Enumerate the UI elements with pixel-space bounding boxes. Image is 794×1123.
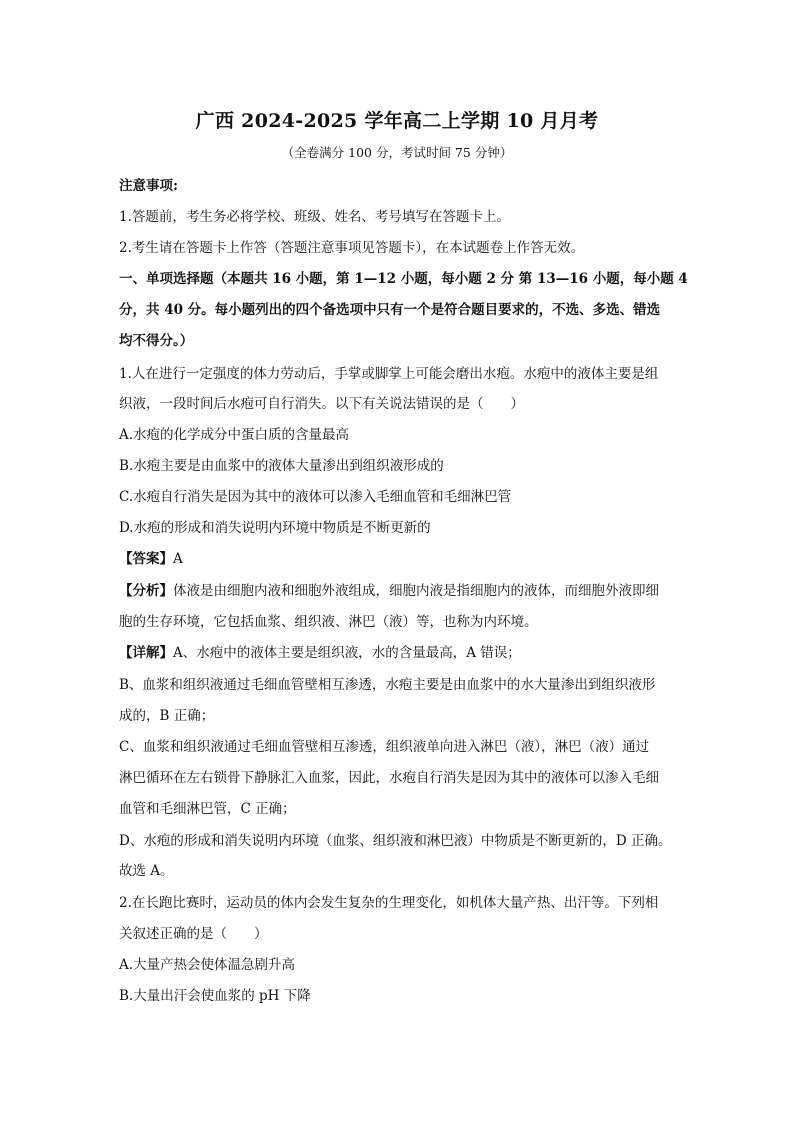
- detail-text: 成的，B 正确；: [119, 708, 215, 724]
- section-heading: 分，共 40 分。每小题列出的四个备选项中只有一个是符合题目要求的，不选、多选、错选: [119, 302, 661, 318]
- section-heading: 一、单项选择题（本题共 16 小题，第 1—12 小题，每小题 2 分 第 13—16 小题，每小题 4: [119, 271, 688, 287]
- detail-tag: 【详解】: [119, 645, 173, 661]
- analysis-line: [119, 581, 679, 601]
- option-b: B.水疱主要是由血浆中的液体大量渗出到组织液形成的: [119, 458, 444, 474]
- question-stem: 关叙述正确的是（ ）: [119, 926, 268, 942]
- notice-item: 2.考生请在答题卡上作答（答题注意事项见答题卡），在本试题卷上作答无效。: [119, 240, 585, 256]
- detail-text: 淋巴循环在左右锁骨下静脉汇入血浆，因此，水疱自行消失是因为其中的液体可以渗入毛细: [119, 770, 659, 786]
- page-title: 广西 2024-2025 学年高二上学期 10 月月考: [195, 110, 599, 132]
- question-stem: 织液，一段时间后水疱可自行消失。以下有关说法错误的是（ ）: [119, 396, 524, 412]
- option-b: B.大量出汗会使血浆的 pH 下降: [119, 988, 311, 1004]
- answer-line: [119, 549, 679, 569]
- exam-info: （全卷满分 100 分，考试时间 75 分钟）: [281, 145, 513, 160]
- analysis-text: 体液是由细胞内液和细胞外液组成，细胞内液是指细胞内的液体，而细胞外液即细: [173, 583, 659, 599]
- detail-line: [119, 643, 679, 663]
- option-a: A.大量产热会使体温急剧升高: [119, 957, 296, 973]
- detail-text: C、血浆和组织液通过毛细血管壁相互渗透，组织液单向进入淋巴（液），淋巴（液）通过: [119, 739, 650, 755]
- section-heading: 均不得分。）: [119, 333, 194, 349]
- notice-item: 1.答题前，考生务必将学校、班级、姓名、考号填写在答题卡上。: [119, 209, 510, 225]
- option-d: D.水疱的形成和消失说明内环境中物质是不断更新的: [119, 520, 431, 536]
- conclusion-text: 故选 A。: [119, 863, 174, 879]
- answer-value: A: [173, 551, 183, 567]
- answer-tag: 【答案】: [119, 551, 173, 567]
- question-stem: 1.人在进行一定强度的体力劳动后，手掌或脚掌上可能会磨出水疱。水疱中的液体主要是组: [119, 366, 659, 382]
- detail-text: 血管和毛细淋巴管，C 正确；: [119, 801, 296, 817]
- detail-text: B、血浆和组织液通过毛细血管壁相互渗透，水疱主要是由血浆中的水大量渗出到组织液形: [119, 677, 656, 693]
- question-stem: 2.在长跑比赛时，运动员的体内会发生复杂的生理变化，如机体大量产热、出汗等。下列相: [119, 895, 659, 911]
- notice-heading: 注意事项:: [119, 178, 178, 194]
- analysis-tag: 【分析】: [119, 583, 173, 599]
- detail-text: D、水疱的形成和消失说明内环境（血浆、组织液和淋巴液）中物质是不断更新的，D 正确。: [119, 833, 672, 849]
- option-c: C.水疱自行消失是因为其中的液体可以渗入毛细血管和毛细淋巴管: [119, 489, 512, 505]
- option-a: A.水疱的化学成分中蛋白质的含量最高: [119, 427, 350, 443]
- analysis-text: 胞的生存环境，它包括血浆、组织液、淋巴（液）等，也称为内环境。: [119, 614, 538, 630]
- detail-text: A、水疱中的液体主要是组织液，水的含量最高，A 错误；: [173, 645, 521, 661]
